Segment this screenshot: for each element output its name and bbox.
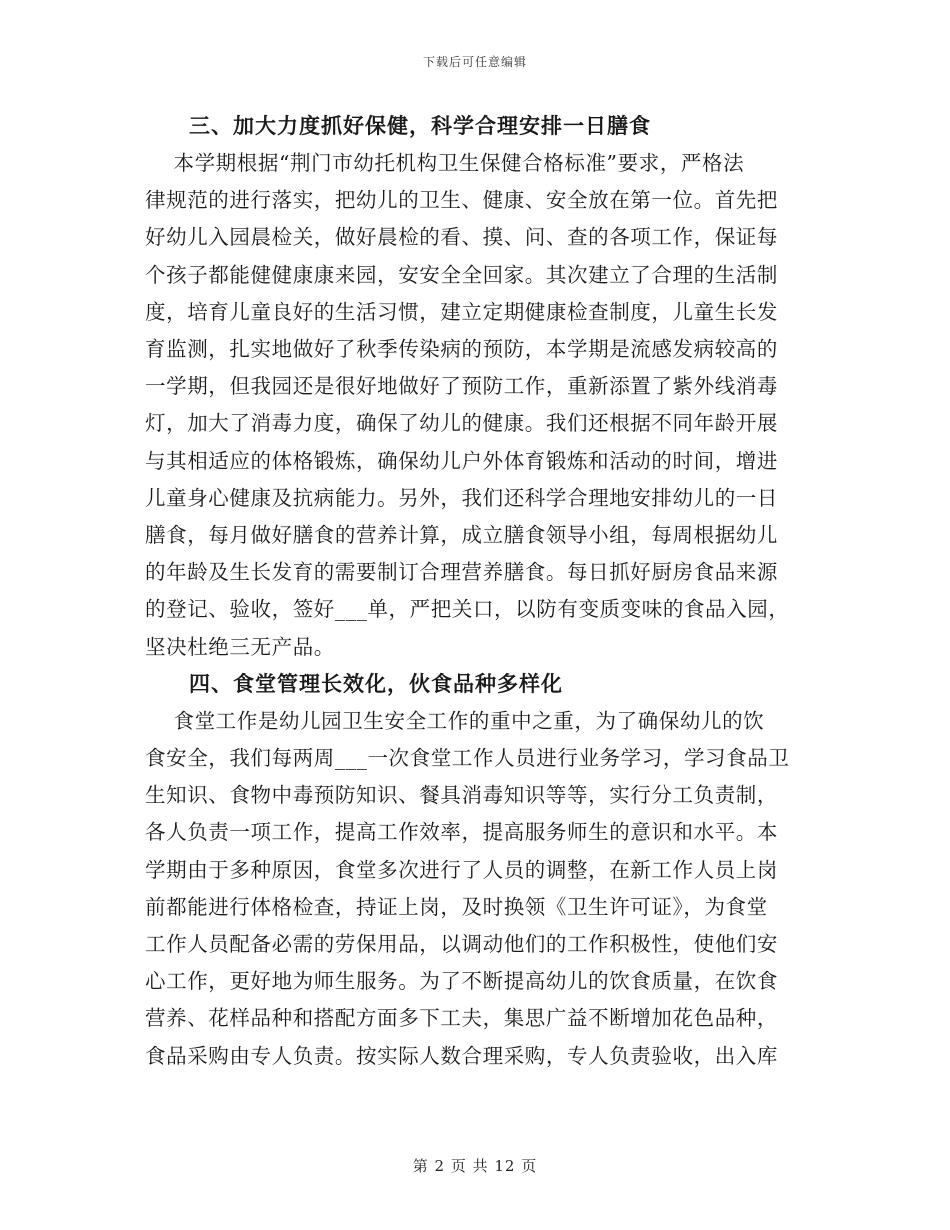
header-note: 下载后可任意编辑 xyxy=(422,55,527,69)
paragraph-line: 食堂工作是幼儿园卫生安全工作的重中之重，为了确保幼儿的饮 xyxy=(145,708,765,733)
paragraph-line: 与其相适应的体格锻炼，确保幼儿户外体育锻炼和活动的时间，增进 xyxy=(145,448,778,473)
paragraph-line: 儿童身心健康及抗病能力。另外，我们还科学合理地安排幼儿的一日 xyxy=(145,485,778,510)
paragraph-line: 的登记、验收，签好___单，严把关口，以防有变质变味的食品入园， xyxy=(145,597,790,622)
paragraph-line: 本学期根据“荆门市幼托机构卫生保健合格标准”要求，严格法 xyxy=(145,151,745,175)
paragraph-line: 工作人员配备必需的劳保用品，以调动他们的工作积极性，使他们安 xyxy=(145,932,778,957)
paragraph-line: 心工作，更好地为师生服务。为了不断提高幼儿的饮食质量，在饮食 xyxy=(145,969,778,994)
paragraph-line: 一学期，但我园还是很好地做好了预防工作，重新添置了紫外线消毒 xyxy=(145,374,778,399)
page-footer: 第 2 页 共 12 页 xyxy=(412,1157,538,1175)
paragraph-line: 个孩子都能健健康康来园，安安全全回家。其次建立了合理的生活制 xyxy=(145,262,778,287)
paragraph-line: 好幼儿入园晨检关，做好晨检的看、摸、问、查的各项工作，保证每 xyxy=(145,225,778,250)
paragraph-line: 育监测，扎实地做好了秋季传染病的预防，本学期是流感发病较高的 xyxy=(145,337,778,362)
section-3-heading: 三、加大力度抓好保健，科学合理安排一日膳食 xyxy=(189,114,651,138)
paragraph-line: 膳食，每月做好膳食的营养计算，成立膳食领导小组，每周根据幼儿 xyxy=(145,523,778,548)
paragraph-line: 灯，加大了消毒力度，确保了幼儿的健康。我们还根据不同年龄开展 xyxy=(145,411,778,436)
document-body xyxy=(145,108,805,1075)
paragraph-line: 坚决杜绝三无产品。 xyxy=(145,634,335,659)
paragraph-line: 前都能进行体格检查，持证上岗，及时换领《卫生许可证》，为食堂 xyxy=(145,894,768,919)
paragraph-line: 生知识、食物中毒预防知识、餐具消毒知识等等，实行分工负责制， xyxy=(145,783,778,808)
paragraph-line: 食安全，我们每两周___一次食堂工作人员进行业务学习，学习食品卫 xyxy=(145,746,790,771)
section-4-heading: 四、食堂管理长效化，伙食品种多样化 xyxy=(189,671,563,696)
section-4-paragraph xyxy=(145,703,805,1075)
paragraph-line: 的年龄及生长发育的需要制订合理营养膳食。每日抓好厨房食品来源 xyxy=(145,560,778,585)
paragraph-line: 度，培育儿童良好的生活习惯，建立定期健康检查制度，儿童生长发 xyxy=(145,299,778,324)
section-3-paragraph xyxy=(145,145,805,666)
paragraph-line: 学期由于多种原因，食堂多次进行了人员的调整，在新工作人员上岗 xyxy=(145,857,778,882)
paragraph-line: 食品采购由专人负责。按实际人数合理采购，专人负责验收，出入库 xyxy=(145,1043,778,1068)
paragraph-line: 各人负责一项工作，提高工作效率，提高服务师生的意识和水平。本 xyxy=(145,820,778,845)
paragraph-line: 律规范的进行落实，把幼儿的卫生、健康、安全放在第一位。首先把 xyxy=(145,188,778,213)
paragraph-line: 营养、花样品种和搭配方面多下工夫，集思广益不断增加花色品种， xyxy=(145,1006,778,1031)
